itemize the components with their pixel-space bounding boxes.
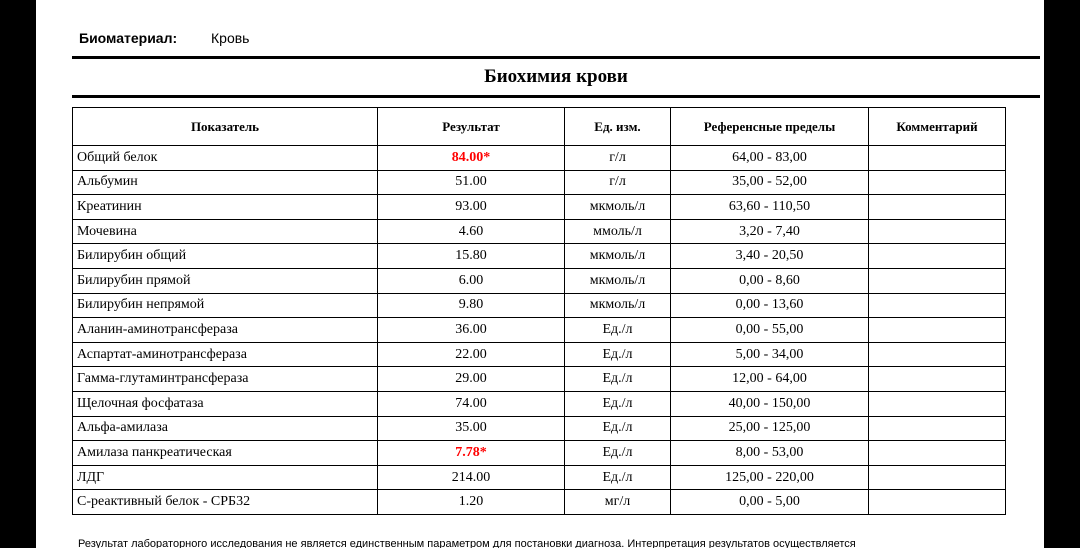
cell-reference: 25,00 - 125,00 (671, 416, 869, 441)
cell-comment (869, 441, 1006, 466)
table-row (73, 293, 1006, 318)
cell-unit: мкмоль/л (565, 293, 671, 318)
report-page (36, 0, 1044, 548)
cell-unit: Ед./л (565, 465, 671, 490)
cell-unit: Ед./л (565, 342, 671, 367)
cell-comment (869, 318, 1006, 343)
cell-indicator: Альфа-амилаза (73, 416, 378, 441)
cell-comment (869, 268, 1006, 293)
biomaterial-value: Кровь (211, 30, 250, 46)
cell-unit: ммоль/л (565, 219, 671, 244)
cell-reference: 0,00 - 13,60 (671, 293, 869, 318)
cell-result: 214.00 (378, 465, 565, 490)
cell-result: 1.20 (378, 490, 565, 515)
footer-disclaimer: Результат лабораторного исследования не является единственным параметром для постановки диагноза. Интерпретация результатов осуществляется (78, 538, 856, 548)
cell-unit: Ед./л (565, 391, 671, 416)
cell-unit: мкмоль/л (565, 244, 671, 269)
cell-comment (869, 219, 1006, 244)
table-row (73, 441, 1006, 466)
cell-reference: 5,00 - 34,00 (671, 342, 869, 367)
table-row (73, 367, 1006, 392)
cell-result: 84.00* (378, 146, 565, 171)
table-row (73, 219, 1006, 244)
cell-comment (869, 490, 1006, 515)
table-row (73, 490, 1006, 515)
cell-reference: 35,00 - 52,00 (671, 170, 869, 195)
cell-indicator: Гамма-глутаминтрансфераза (73, 367, 378, 392)
cell-reference: 0,00 - 55,00 (671, 318, 869, 343)
cell-reference: 64,00 - 83,00 (671, 146, 869, 171)
cell-indicator: ЛДГ (73, 465, 378, 490)
table-row (73, 146, 1006, 171)
cell-unit: г/л (565, 146, 671, 171)
table-row (73, 268, 1006, 293)
cell-result: 4.60 (378, 219, 565, 244)
table-row (73, 416, 1006, 441)
title-rule-bottom (72, 95, 1040, 98)
cell-result: 6.00 (378, 268, 565, 293)
cell-comment (869, 195, 1006, 220)
cell-indicator: Амилаза панкреатическая (73, 441, 378, 466)
column-header-unit: Ед. изм. (565, 108, 671, 146)
cell-indicator: Билирубин общий (73, 244, 378, 269)
cell-comment (869, 170, 1006, 195)
cell-indicator: Щелочная фосфатаза (73, 391, 378, 416)
cell-result: 36.00 (378, 318, 565, 343)
cell-comment (869, 146, 1006, 171)
cell-unit: Ед./л (565, 318, 671, 343)
cell-indicator: Билирубин прямой (73, 268, 378, 293)
cell-result: 93.00 (378, 195, 565, 220)
cell-result: 9.80 (378, 293, 565, 318)
cell-result: 22.00 (378, 342, 565, 367)
biomaterial-label: Биоматериал: (79, 30, 178, 46)
cell-result: 7.78* (378, 441, 565, 466)
cell-result: 74.00 (378, 391, 565, 416)
cell-unit: мкмоль/л (565, 268, 671, 293)
cell-indicator: Аспартат-аминотрансфераза (73, 342, 378, 367)
table-row (73, 318, 1006, 343)
results-table (72, 107, 1006, 515)
cell-indicator: Общий белок (73, 146, 378, 171)
cell-comment (869, 416, 1006, 441)
column-header-indicator: Показатель (73, 108, 378, 146)
cell-result: 29.00 (378, 367, 565, 392)
cell-comment (869, 465, 1006, 490)
table-row (73, 170, 1006, 195)
table-row (73, 342, 1006, 367)
cell-result: 15.80 (378, 244, 565, 269)
cell-comment (869, 367, 1006, 392)
table-header-row (73, 108, 1006, 146)
cell-indicator: Билирубин непрямой (73, 293, 378, 318)
cell-reference: 40,00 - 150,00 (671, 391, 869, 416)
biomaterial-line (79, 30, 249, 46)
cell-comment (869, 244, 1006, 269)
column-header-result: Результат (378, 108, 565, 146)
cell-indicator: Аланин-аминотрансфераза (73, 318, 378, 343)
cell-reference: 0,00 - 5,00 (671, 490, 869, 515)
table-row (73, 195, 1006, 220)
cell-indicator: С-реактивный белок - СРБ32 (73, 490, 378, 515)
cell-reference: 3,40 - 20,50 (671, 244, 869, 269)
cell-comment (869, 391, 1006, 416)
cell-result: 51.00 (378, 170, 565, 195)
cell-indicator: Мочевина (73, 219, 378, 244)
cell-comment (869, 342, 1006, 367)
table-row (73, 244, 1006, 269)
cell-reference: 3,20 - 7,40 (671, 219, 869, 244)
cell-unit: мг/л (565, 490, 671, 515)
cell-unit: г/л (565, 170, 671, 195)
cell-reference: 125,00 - 220,00 (671, 465, 869, 490)
table-row (73, 391, 1006, 416)
cell-unit: Ед./л (565, 367, 671, 392)
cell-indicator: Альбумин (73, 170, 378, 195)
column-header-reference: Референсные пределы (671, 108, 869, 146)
cell-reference: 12,00 - 64,00 (671, 367, 869, 392)
cell-reference: 8,00 - 53,00 (671, 441, 869, 466)
cell-comment (869, 293, 1006, 318)
cell-indicator: Креатинин (73, 195, 378, 220)
cell-reference: 0,00 - 8,60 (671, 268, 869, 293)
section-title: Биохимия крови (484, 66, 628, 87)
cell-result: 35.00 (378, 416, 565, 441)
cell-reference: 63,60 - 110,50 (671, 195, 869, 220)
title-rule-top (72, 56, 1040, 59)
cell-unit: мкмоль/л (565, 195, 671, 220)
cell-unit: Ед./л (565, 416, 671, 441)
column-header-comment: Комментарий (869, 108, 1006, 146)
table-row (73, 465, 1006, 490)
cell-unit: Ед./л (565, 441, 671, 466)
